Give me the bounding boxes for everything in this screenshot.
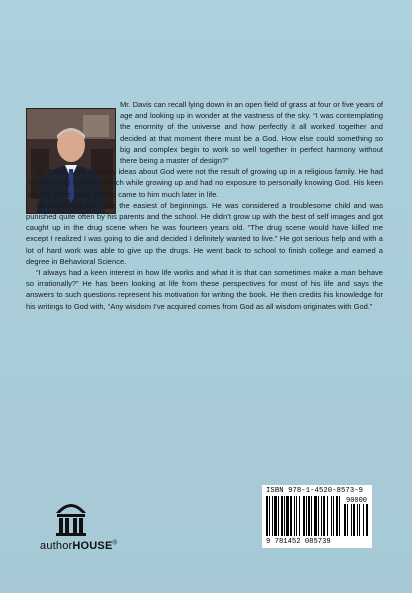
barcode-addon-bar [347, 504, 348, 536]
barcode-addon-bar [344, 504, 346, 536]
bio-paragraph-3: Mr. Davis did not have the easiest of beginnings. He was considered a troublesome child and was punished quite often by his parents and the school. He didn’t grow up with the best of self images and got caught up in the drug scene when he was fourteen years old. “The drug scene would have killed me except I realized I was going to die and decided I definitely wanted to live.” He got serious help and with a lot of hard work was able to give up the drugs. He went back to school to finish college and earned a degree in Behavioral Science. [26, 200, 383, 266]
barcode-bar [331, 496, 332, 536]
barcode-bars [266, 496, 368, 538]
isbn-label: ISBN 978-1-4520-8573-9 [266, 487, 364, 495]
barcode-bar [281, 496, 283, 536]
isbn-barcode [262, 485, 372, 548]
barcode-addon-bar [357, 504, 358, 536]
barcode-addon-bar [363, 504, 364, 536]
barcode-bar [269, 496, 270, 536]
barcode-bar [286, 496, 289, 536]
barcode-bar [323, 496, 325, 536]
barcode-bar [321, 496, 322, 536]
barcode-addon-bar [366, 504, 368, 536]
barcode-bar [294, 496, 295, 536]
barcode-bar [336, 496, 338, 536]
barcode-bar [274, 496, 277, 536]
barcode-addon-bar [353, 504, 355, 536]
barcode-addon-bar [351, 504, 352, 536]
barcode-bar [290, 496, 292, 536]
publisher-name: authorHOUSE® [40, 540, 118, 552]
barcode-bar [284, 496, 285, 536]
author-bio [26, 99, 383, 312]
barcode-addon-number: 90000 [346, 497, 368, 505]
barcode-bar [308, 496, 310, 536]
barcode-addon-bar [359, 504, 360, 536]
barcode-bar [314, 496, 317, 536]
bio-paragraph-2: Mr. Davis says his early ideas about God were not the result of growing up in a religious family. He had nothing to do with the church while growing up and had no exposure to personally knowing God. His keen interest in the study of God came to him much later in life. [26, 167, 383, 199]
authorhouse-logo-icon [54, 497, 88, 537]
barcode-bar [333, 496, 334, 536]
barcode-bar [266, 496, 268, 536]
bio-paragraph-4: “I always had a keen interest in how life works and what it is that can sometimes make a man behave so irrationally?” He has been looking at life from these perspectives for most of his life and says the answers to such questions represent his motivation for writing the book. He then credits his knowledge for his writings to God with, “Any wisdom I’ve acquired comes from God as all wisdom originates with God.” [26, 268, 383, 311]
barcode-bar [278, 496, 279, 536]
barcode-bar [306, 496, 307, 536]
bio-paragraph-1: Mr. Davis can recall lying down in an open field of grass at four or five years of age and looking up in wonder at the vastness of the sky. “I was contemplating the enormity of the universe and how perfectly it all worked together and decided at that moment there must be a God. How else could something so big and complex begin to work so well together in perfect harmony without there being a master of design?” [120, 100, 383, 166]
barcode-bar [318, 496, 319, 536]
publisher-logo [40, 497, 124, 557]
barcode-bar [303, 496, 305, 536]
ean-number: 9 781452 085739 [266, 538, 331, 546]
barcode-bar [296, 496, 297, 536]
barcode-bar [272, 496, 273, 536]
barcode-bar [339, 496, 340, 536]
barcode-bar [327, 496, 328, 536]
barcode-bar [299, 496, 300, 536]
barcode-bar [311, 496, 312, 536]
